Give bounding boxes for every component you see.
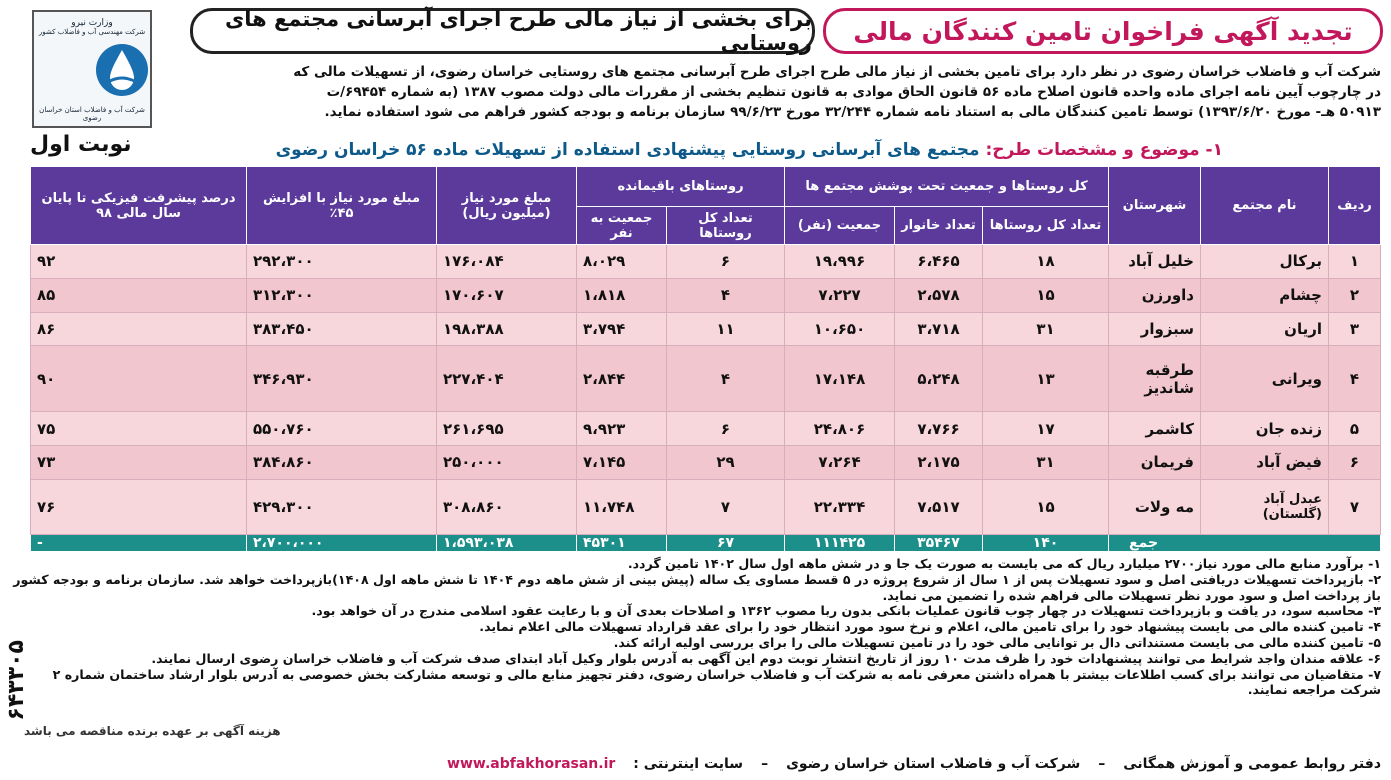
cell-progress: ۷۵	[31, 412, 247, 446]
col-header-rem-population: جمعیت به نفر	[577, 207, 667, 245]
cell-need-increase: ۳۸۴،۸۶۰	[247, 446, 437, 480]
round-label: نوبت اول	[30, 132, 132, 157]
cell-need-increase: ۳۸۳،۴۵۰	[247, 312, 437, 346]
total-need: ۱،۵۹۳،۰۳۸	[437, 535, 577, 552]
cell-row-no: ۵	[1329, 412, 1381, 446]
logo-ministry-text: وزارت نیرو	[71, 18, 113, 28]
company-logo	[32, 10, 152, 128]
complexes-table	[30, 166, 1381, 552]
col-header-need-increase: مبلغ مورد نیاز با افزایش ۴۵٪	[247, 167, 437, 245]
cell-need-increase: ۳۴۶،۹۳۰	[247, 346, 437, 412]
cell-population: ۲۴،۸۰۶	[785, 412, 895, 446]
footer-website-link[interactable]: www.abfakhorasan.ir	[447, 756, 616, 772]
cell-complex-name: چشام	[1201, 278, 1329, 312]
cell-rem-population: ۲،۸۴۴	[577, 346, 667, 412]
total-population: ۱۱۱۴۲۵	[785, 535, 895, 552]
cell-need: ۱۹۸،۳۸۸	[437, 312, 577, 346]
cell-households: ۶،۴۶۵	[895, 245, 983, 279]
cell-households: ۷،۷۶۶	[895, 412, 983, 446]
cell-rem-population: ۹،۹۲۳	[577, 412, 667, 446]
cell-rem-population: ۸،۰۲۹	[577, 245, 667, 279]
cell-households: ۳،۷۱۸	[895, 312, 983, 346]
total-label: جمع	[1109, 535, 1381, 552]
cell-progress: ۸۵	[31, 278, 247, 312]
total-households: ۳۵۴۶۷	[895, 535, 983, 552]
cell-population: ۷،۲۶۴	[785, 446, 895, 480]
cell-complex-name: ویرانی	[1201, 346, 1329, 412]
table-row	[31, 312, 1381, 346]
cell-county: مه ولات	[1109, 479, 1201, 534]
cell-rem-population: ۱،۸۱۸	[577, 278, 667, 312]
cell-complex-name: عبدل آباد (گلستان)	[1201, 479, 1329, 534]
cell-rem-villages: ۷	[667, 479, 785, 534]
sub-title: برای بخشی از نیاز مالی طرح اجرای آبرسانی مجتمع های روستایی	[224, 7, 812, 55]
cell-progress: ۹۲	[31, 245, 247, 279]
cell-county: خلیل آباد	[1109, 245, 1201, 279]
cell-rem-villages: ۱۱	[667, 312, 785, 346]
note-item: ۷- متقاضیان می توانند برای کسب اطلاعات بیشتر با همراه داشتن معرفی نامه به شرکت آب و فاضلاب خراسان رضوی، دفتر تجهیز منابع مالی و توسعه مشارکت بخش خصوصی به آدرس بلوار ارشاد ساختمان شماره ۲	[52, 666, 1381, 682]
col-header-need-amount: مبلغ مورد نیاز (میلیون ریال)	[437, 167, 577, 245]
cell-row-no: ۷	[1329, 479, 1381, 534]
table-row	[31, 346, 1381, 412]
footer-site-label: سایت اینترنتی :	[633, 756, 744, 772]
ad-code: ۶۴۳۳۰۵	[4, 640, 29, 721]
main-title-box	[823, 8, 1383, 54]
col-header-row-no: ردیف	[1329, 167, 1381, 245]
col-header-households: تعداد خانوار	[895, 207, 983, 245]
cell-rem-villages: ۲۹	[667, 446, 785, 480]
note-item: ۲- بازپرداخت تسهیلات دریافتی اصل و سود تسهیلات پس از ۱ سال از شروع پروژه در ۵ قسط مساوی یک ساله (پیش بینی از شش ماهه دوم ۱۴۰۴ تا شش ماهه اول ۱۴۰۸)بازپرداخت خواهد شد. سازمان برنامه و بودجه کشور	[13, 571, 1381, 587]
cell-households: ۵،۲۴۸	[895, 346, 983, 412]
cell-progress: ۷۶	[31, 479, 247, 534]
cell-complex-name: زنده جان	[1201, 412, 1329, 446]
cell-need-increase: ۴۲۹،۳۰۰	[247, 479, 437, 534]
total-need-increase: ۲،۷۰۰،۰۰۰	[247, 535, 437, 552]
footer-company: شرکت آب و فاضلاب استان خراسان رضوی	[786, 756, 1081, 772]
cell-population: ۲۲،۳۳۴	[785, 479, 895, 534]
cell-row-no: ۲	[1329, 278, 1381, 312]
logo-company-text: شرکت آب و فاضلاب استان خراسان رضوی	[39, 106, 145, 122]
cell-row-no: ۳	[1329, 312, 1381, 346]
col-header-population: جمعیت (نفر)	[785, 207, 895, 245]
cell-need-increase: ۵۵۰،۷۶۰	[247, 412, 437, 446]
cell-households: ۲،۵۷۸	[895, 278, 983, 312]
col-header-all-villages: کل روستاها و جمعیت تحت پوشش مجتمع ها	[785, 167, 1109, 207]
cell-rem-villages: ۶	[667, 412, 785, 446]
cell-need: ۱۷۰،۶۰۷	[437, 278, 577, 312]
col-header-villages-count: تعداد کل روستاها	[983, 207, 1109, 245]
cell-county: سبزوار	[1109, 312, 1201, 346]
col-header-incomplete-villages: روستاهای باقیمانده	[577, 167, 785, 207]
cell-complex-name: برکال	[1201, 245, 1329, 279]
footer-office: دفتر روابط عمومی و آموزش همگانی	[1123, 756, 1381, 772]
col-header-complex-name: نام مجتمع	[1201, 167, 1329, 245]
cell-need-increase: ۳۱۲،۳۰۰	[247, 278, 437, 312]
col-header-county: شهرستان	[1109, 167, 1201, 245]
cell-need: ۲۶۱،۶۹۵	[437, 412, 577, 446]
note-item: ۴- تامین کننده مالی می بایست پیشنهاد خود را برای تامین مالی، اعلام و نرخ سود مورد انتظار خود را برای عقد قرارداد تسهیلات مالی اعلام نماید.	[479, 619, 1381, 635]
cell-need: ۳۰۸،۸۶۰	[437, 479, 577, 534]
cell-villages: ۱۷	[983, 412, 1109, 446]
cell-need-increase: ۲۹۲،۳۰۰	[247, 245, 437, 279]
water-drop-icon	[94, 42, 150, 98]
cell-complex-name: اریان	[1201, 312, 1329, 346]
cell-population: ۱۹،۹۹۶	[785, 245, 895, 279]
table-row	[31, 446, 1381, 480]
main-title: تجدید آگهی فراخوان تامین کنندگان مالی	[853, 16, 1353, 46]
total-villages: ۱۴۰	[983, 535, 1109, 552]
total-rem-population: ۴۵۳۰۱	[577, 535, 667, 552]
logo-org-text: شرکت مهندسی آب و فاضلاب کشور	[38, 28, 146, 36]
cell-complex-name: فیض آباد	[1201, 446, 1329, 480]
cell-county: فریمان	[1109, 446, 1201, 480]
col-header-rem-villages: تعداد کل روستاها	[667, 207, 785, 245]
section-1-prefix: ۱- موضوع و مشخصات طرح:	[985, 140, 1223, 160]
cell-county: کاشمر	[1109, 412, 1201, 446]
total-progress: -	[31, 535, 247, 552]
cell-rem-villages: ۶	[667, 245, 785, 279]
cell-row-no: ۱	[1329, 245, 1381, 279]
cell-rem-villages: ۴	[667, 346, 785, 412]
cell-rem-population: ۷،۱۴۵	[577, 446, 667, 480]
intro-line: ۵۰۹۱۳ هـ- مورخ ۱۳۹۳/۶/۲۰) توسط تامین کنندگان مالی به استناد نامه شماره ۳۲/۲۴۴ مورخ ۹۹/۶/۲۳ سازمان برنامه و بودجه کشور فراهم می شود استفاده نماید.	[324, 104, 1381, 120]
sub-title-box	[190, 8, 815, 54]
cell-rem-villages: ۴	[667, 278, 785, 312]
table-row	[31, 245, 1381, 279]
cell-county: طرقبه شاندیز	[1109, 346, 1201, 412]
cell-population: ۱۰،۶۵۰	[785, 312, 895, 346]
note-item: ۵- تامین کننده مالی می بایست مستنداتی دال بر توانایی مالی خود را در تامین تسهیلات مالی را برای بررسی اولیه ارائه کند.	[613, 634, 1381, 650]
intro-line: شرکت آب و فاضلاب خراسان رضوی در نظر دارد برای تامین بخشی از نیاز مالی طرح اجرای طرح آبرسانی مجتمع های روستایی خراسان رضوی، از تسهیلات مالی که	[293, 64, 1381, 80]
table-row	[31, 278, 1381, 312]
col-header-progress: درصد پیشرفت فیزیکی تا پایان سال مالی ۹۸	[31, 167, 247, 245]
cell-county: داورزن	[1109, 278, 1201, 312]
cell-villages: ۱۵	[983, 479, 1109, 534]
intro-paragraph	[151, 62, 1381, 122]
fee-note: هزینه آگهی بر عهده برنده مناقصه می باشد	[24, 724, 281, 738]
cell-need: ۱۷۶،۰۸۴	[437, 245, 577, 279]
section-1-title: مجتمع های آبرسانی روستایی پیشنهادی استفاده از تسهیلات ماده ۵۶ خراسان رضوی	[275, 140, 980, 160]
cell-progress: ۹۰	[31, 346, 247, 412]
table-row	[31, 479, 1381, 534]
footer: دفتر روابط عمومی و آموزش همگانی – شرکت آب و فاضلاب استان خراسان رضوی – سایت اینترنتی : www.abfakhorasan.ir	[447, 756, 1381, 772]
cell-villages: ۳۱	[983, 446, 1109, 480]
cell-rem-population: ۳،۷۹۴	[577, 312, 667, 346]
cell-households: ۲،۱۷۵	[895, 446, 983, 480]
cell-progress: ۸۶	[31, 312, 247, 346]
table-total-row	[31, 535, 1381, 552]
cell-population: ۷،۲۲۷	[785, 278, 895, 312]
total-rem-villages: ۶۷	[667, 535, 785, 552]
note-item: باز پرداخت اصل و سود مورد نظر تسهیلات مالی فراهم شده را تضمین می نماید.	[882, 587, 1381, 603]
notes-list	[13, 556, 1381, 698]
cell-villages: ۱۳	[983, 346, 1109, 412]
cell-population: ۱۷،۱۴۸	[785, 346, 895, 412]
intro-line: در چارچوب آیین نامه اجرای ماده واحده قانون اصلاح ماده ۵۶ قانون الحاق موادی به قانون تنظیم بخشی از مقررات مالی دولت مصوب ۱۳۸۷ (به شماره ۶۹۴۵۴/ت	[326, 84, 1381, 100]
cell-households: ۷،۵۱۷	[895, 479, 983, 534]
cell-progress: ۷۳	[31, 446, 247, 480]
cell-villages: ۱۵	[983, 278, 1109, 312]
cell-villages: ۱۸	[983, 245, 1109, 279]
cell-need: ۲۵۰،۰۰۰	[437, 446, 577, 480]
section-1-heading	[276, 140, 1223, 160]
note-item: ۳- محاسبه سود، در یافت و بازپرداخت تسهیلات در چهار چوب قانون عملیات بانکی بدون ربا مصوب ۱۳۶۲ و اصلاحات بعدی آن و با رعایت عقود اسلامی مندرج در آن خواهد بود.	[311, 603, 1381, 619]
note-item: ۶- علاقه مندان واجد شرایط می توانند پیشنهادات خود را ظرف مدت ۱۰ روز از تاریخ انتشار نوبت دوم این آگهی به آدرس بلوار وکیل آباد ابتدای صدف شرکت آب و فاضلاب خراسان رضوی ارسال نمایند.	[151, 650, 1381, 666]
table-row	[31, 412, 1381, 446]
cell-row-no: ۶	[1329, 446, 1381, 480]
cell-rem-population: ۱۱،۷۴۸	[577, 479, 667, 534]
note-item: ۱- برآورد منابع مالی مورد نیاز۲۷۰۰ میلیارد ریال که می بایست به صورت یک جا و در شش ماهه اول سال ۱۴۰۲ تامین گردد.	[627, 556, 1381, 571]
cell-villages: ۳۱	[983, 312, 1109, 346]
note-item: شرکت مراجعه نمایند.	[1247, 682, 1381, 698]
cell-row-no: ۴	[1329, 346, 1381, 412]
cell-need: ۲۲۷،۴۰۴	[437, 346, 577, 412]
